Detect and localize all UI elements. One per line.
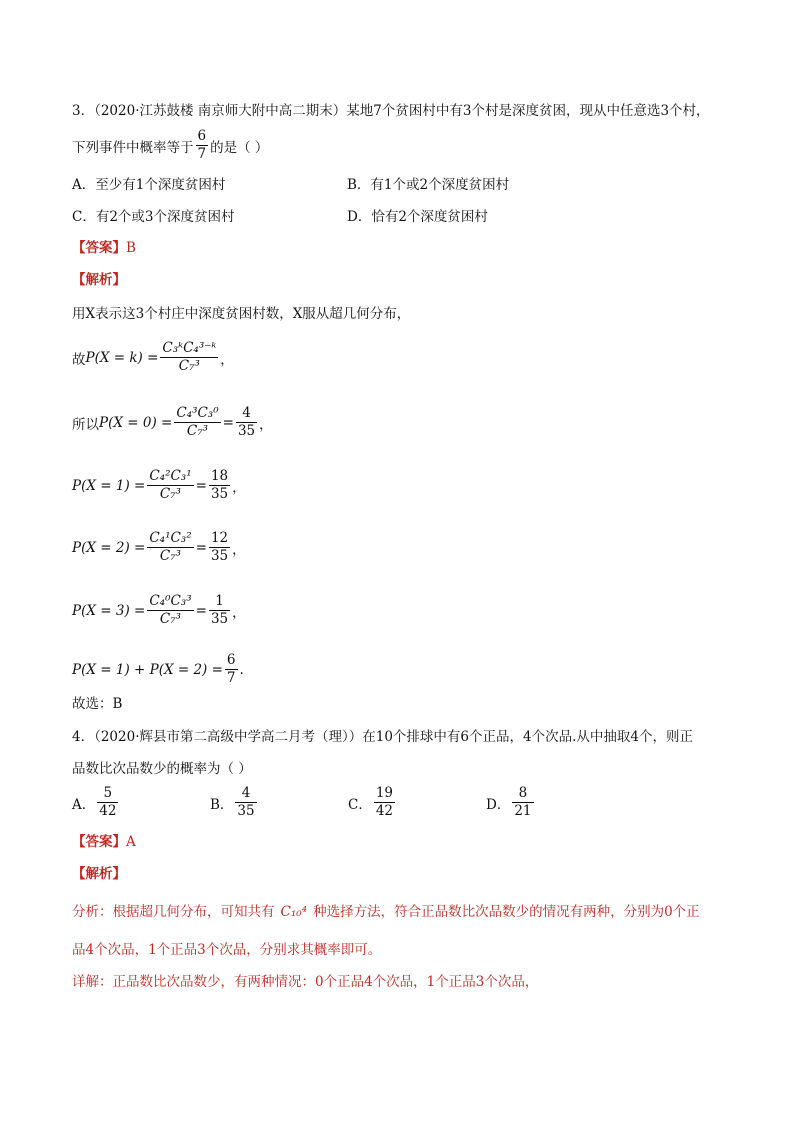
q4-option-c-label: C．	[348, 796, 372, 813]
q4-answer-value: A	[126, 834, 136, 850]
q3-choose: 故选：B	[72, 696, 123, 712]
q3-eq-x3-frac	[147, 593, 193, 628]
q4-option-b-den: 35	[237, 803, 255, 819]
q4-analysis-pre: 分析：根据超几何分布，可知共有	[72, 904, 275, 920]
q3-eq-x2-post: ，	[232, 541, 246, 558]
q3-stem-line2-pre: 下列事件中概率等于	[72, 139, 194, 156]
q4-stem-line2: 品数比次品数少的概率为（ ）	[72, 761, 252, 777]
q3-analysis-line1: 用X表示这3个村庄中深度贫困村数，X服从超几何分布，	[72, 306, 411, 322]
q3-eq-x2-result-den: 35	[210, 548, 229, 564]
q4-analysis-line2: 品4个次品，1个正品3个次品，分别求其概率即可。	[72, 942, 382, 958]
q3-eq-x0-result-den: 35	[237, 423, 256, 439]
q3-eq-x1	[72, 468, 246, 503]
q3-stem-line1: 3．（2020·江苏鼓楼 南京师大附中高二期末）某地7个贫困村中有3个村是深度贫困，现从中任意选3个村，	[72, 103, 710, 119]
q3-eq-sum-lhs: P(X = 1) + P(X = 2) =	[72, 661, 223, 678]
q4-answer-label: 【答案】	[72, 834, 126, 850]
q3-eq-x0	[72, 405, 273, 440]
q4-option-b-label: B．	[210, 796, 234, 813]
q3-eq-x2-lhs: P(X = 2) =	[72, 539, 146, 556]
q3-eq-x3-den: C₇³	[159, 611, 182, 627]
q3-eq-x1-den: C₇³	[159, 486, 182, 502]
q3-eq-x0-den: C₇³	[186, 423, 209, 439]
q3-eq-x1-num: C₄²C₃¹	[149, 468, 192, 484]
q3-eq-general-pre: 故	[72, 351, 86, 368]
q3-eq-x2-frac	[147, 530, 193, 565]
q3-eq-x1-result	[209, 468, 230, 503]
q3-eq-x3-post: ，	[232, 604, 246, 621]
q4-option-a	[72, 785, 120, 820]
q3-eq-x0-num: C₄³C₃⁰	[176, 405, 219, 421]
q3-stem-fraction-den: 7	[197, 146, 207, 162]
q3-eq-x0-result-num: 4	[236, 405, 257, 423]
q4-option-d	[486, 785, 536, 820]
q3-eq-x1-frac	[147, 468, 193, 503]
q3-eq-sum	[72, 652, 244, 687]
q4-option-d-label: D．	[486, 796, 511, 813]
q3-eq-general-post: ，	[220, 351, 234, 368]
q4-option-c-den: 42	[375, 803, 394, 819]
q3-eq-x3-num: C₄⁰C₃³	[149, 593, 192, 609]
q4-option-b	[210, 785, 259, 820]
q4-detail: 详解：正品数比次品数少，有两种情况：0个正品4个次品，1个正品3个次品，	[72, 974, 539, 990]
q3-analysis-label: 【解析】	[72, 272, 126, 288]
q3-eq-general-frac	[160, 340, 218, 375]
q3-answer-value: B	[126, 240, 136, 256]
q3-eq-x0-pre: 所以	[72, 416, 99, 433]
q3-eq-x1-lhs: P(X = 1) =	[72, 477, 146, 494]
q4-answer	[72, 832, 136, 852]
q3-stem-fraction-num: 6	[197, 128, 207, 144]
q3-eq-x3-result-num: 1	[209, 593, 230, 611]
q3-eq-general-den: C₇³	[178, 358, 200, 374]
q3-stem-line2-post: 的是（ ）	[210, 139, 269, 156]
q3-eq-sum-post: .	[239, 661, 244, 678]
q3-answer	[72, 238, 136, 258]
q4-option-a-frac	[97, 785, 118, 820]
q3-option-b: B．有1个或2个深度贫困村	[347, 177, 510, 193]
q4-stem-line1: 4．（2020·辉县市第二高级中学高二月考（理））在10个排球中有6个正品，4个次品.从中抽取4个，则正	[72, 729, 693, 745]
q3-stem-fraction	[196, 128, 209, 163]
q3-eq-x1-result-num: 18	[210, 468, 229, 484]
q4-option-a-num: 5	[97, 785, 118, 803]
q3-eq-x0-lhs: P(X = 0) =	[99, 414, 173, 431]
q3-eq-x0-result	[236, 405, 257, 440]
q3-option-a: A．至少有1个深度贫困村	[72, 177, 226, 193]
q3-eq-x0-frac	[174, 405, 220, 440]
q3-eq-x3	[72, 593, 246, 628]
q3-eq-x3-result	[209, 593, 230, 628]
q3-answer-label: 【答案】	[72, 240, 126, 256]
q4-analysis-line1	[72, 902, 700, 922]
q3-eq-x3-lhs: P(X = 3) =	[72, 602, 146, 619]
q4-option-c-num: 19	[375, 785, 394, 801]
q3-eq-x2-den: C₇³	[159, 548, 182, 564]
q3-eq-sum-result-den: 7	[226, 670, 236, 686]
q4-option-d-num: 8	[512, 785, 533, 803]
q3-eq-x1-mid: =	[195, 477, 207, 494]
q4-option-b-frac	[235, 785, 256, 820]
q3-eq-general-lhs: P(X = k) =	[85, 349, 159, 366]
q3-eq-x2-mid: =	[195, 539, 207, 556]
q3-eq-sum-result-num: 6	[226, 652, 236, 668]
q4-option-c-frac	[374, 785, 395, 820]
q3-eq-x2-result	[209, 530, 230, 565]
q4-analysis-comb: C₁₀⁴	[280, 904, 308, 920]
q3-eq-sum-result	[225, 652, 238, 687]
q4-analysis-label: 【解析】	[72, 866, 126, 882]
q3-eq-general	[72, 340, 234, 375]
q4-option-a-label: A．	[72, 796, 96, 813]
q3-option-d: D．恰有2个深度贫困村	[347, 209, 488, 225]
q3-eq-general-num: C₃ᵏC₄³⁻ᵏ	[162, 340, 217, 356]
q3-stem-line2	[72, 128, 268, 163]
q4-option-d-frac	[512, 785, 533, 820]
q3-eq-x2-result-num: 12	[210, 530, 229, 546]
q3-eq-x3-result-den: 35	[210, 611, 229, 627]
q3-option-c: C．有2个或3个深度贫困村	[72, 209, 235, 225]
q4-option-d-den: 21	[514, 803, 532, 819]
q3-eq-x0-post: ，	[259, 416, 273, 433]
q4-analysis-post: 种选择方法，符合正品数比次品数少的情况有两种，分别为0个正	[313, 904, 700, 920]
q3-eq-x2-num: C₄¹C₃²	[149, 530, 192, 546]
q3-eq-x3-mid: =	[195, 602, 207, 619]
q4-option-a-den: 42	[99, 803, 117, 819]
q4-option-c	[348, 785, 397, 820]
q3-eq-x1-result-den: 35	[210, 486, 229, 502]
q3-eq-x0-mid: =	[222, 414, 234, 431]
q3-eq-x1-post: ，	[232, 479, 246, 496]
q4-option-b-num: 4	[235, 785, 256, 803]
q3-eq-x2	[72, 530, 246, 565]
